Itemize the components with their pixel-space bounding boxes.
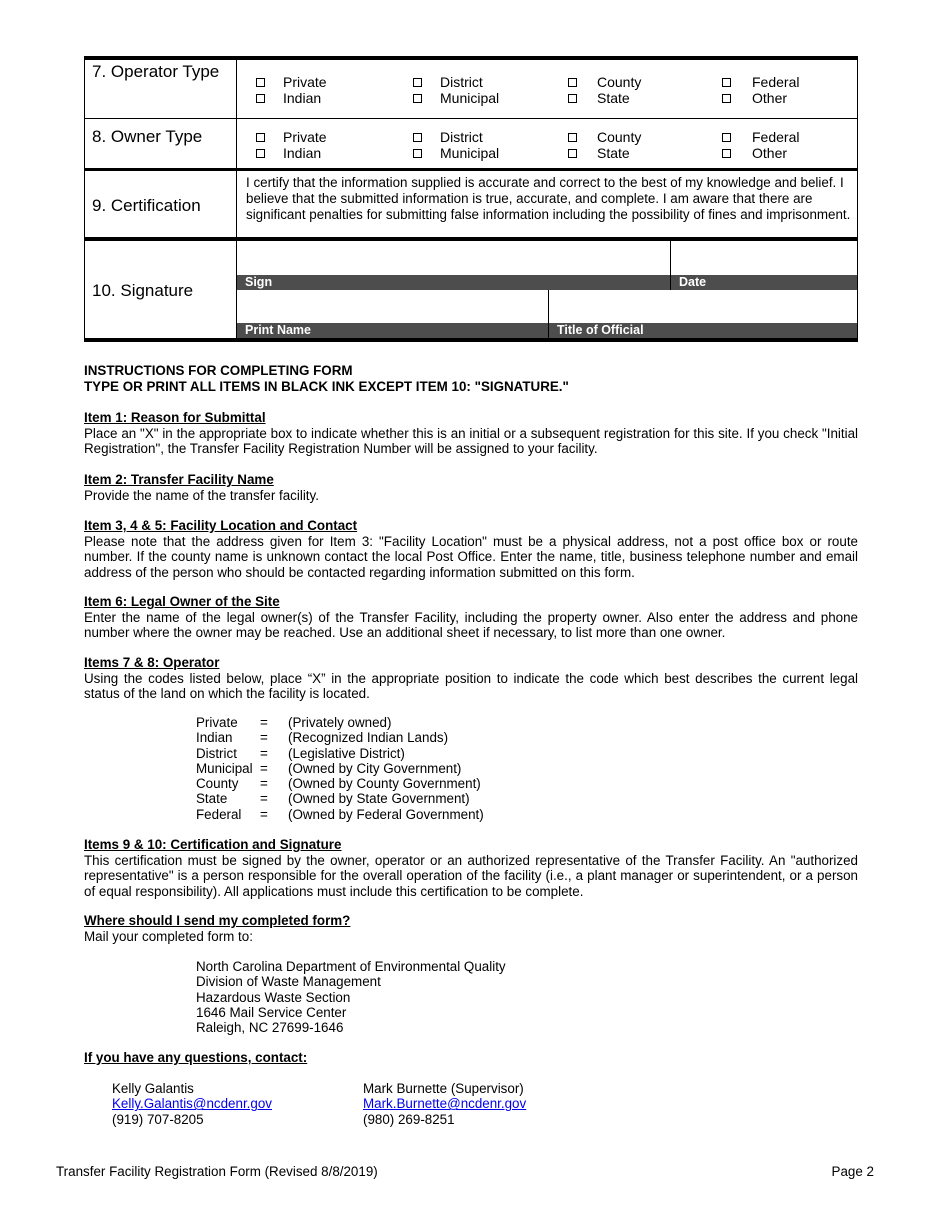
code-equals: = — [260, 745, 268, 761]
table-right-border — [857, 56, 858, 342]
code-row — [196, 807, 484, 822]
code-description: (Privately owned) — [288, 715, 392, 730]
checkbox[interactable] — [568, 94, 577, 103]
address-line: Division of Waste Management — [196, 974, 381, 990]
code-name: District — [196, 745, 237, 761]
table-left-border — [84, 56, 85, 342]
code-description: (Owned by County Government) — [288, 776, 481, 792]
contact-heading: If you have any questions, contact: — [84, 1050, 308, 1065]
row-divider — [84, 118, 858, 119]
code-name: State — [196, 791, 228, 807]
footer-page-number: Page 2 — [831, 1164, 874, 1179]
date-field[interactable] — [671, 241, 857, 275]
certification-label: 9. Certification — [92, 196, 201, 215]
code-name: County — [196, 776, 239, 792]
item910-body: This certification must be signed by the owner, operator or an authorized representative of the Transfer Facility. An "authorized representative" is a person responsible for the overall operation of the facility (i.e., a plant manager or superintendent, or a person of equal responsibility). All applications must include this certification to be complete. — [84, 852, 858, 899]
contact-mark — [363, 1081, 526, 1127]
owner-type-label: 8. Owner Type — [92, 127, 203, 146]
code-description: (Legislative District) — [288, 745, 405, 761]
date-caption: Date — [671, 275, 857, 290]
code-row — [196, 791, 484, 806]
item1-heading: Item 1: Reason for Submittal — [84, 410, 266, 425]
mail-section — [84, 913, 858, 944]
item345-body: Please note that the address given for Item 3: "Facility Location" must be a physical address, not a post office box or route number. If the county name is unknown contact the local Post Office. Enter the name, title, business telephone number and email address of the person who should be contacted regarding information submitted on this form. — [84, 533, 858, 580]
instructions-title-line2: TYPE OR PRINT ALL ITEMS IN BLACK INK EXCEPT ITEM 10: "SIGNATURE." — [84, 378, 569, 394]
contact-name: Kelly Galantis — [112, 1081, 194, 1096]
footer-form-name: Transfer Facility Registration Form (Revised 8/8/2019) — [56, 1164, 378, 1179]
code-row — [196, 761, 484, 776]
code-row — [196, 715, 484, 730]
checkbox[interactable] — [256, 133, 265, 142]
address-line: Raleigh, NC 27699-1646 — [196, 1020, 344, 1036]
code-equals: = — [260, 776, 268, 792]
operator-type-label: 7. Operator Type — [92, 62, 220, 81]
contact-kelly — [112, 1081, 272, 1127]
instructions-title-line1: INSTRUCTIONS FOR COMPLETING FORM — [84, 363, 353, 378]
checkbox[interactable] — [413, 133, 422, 142]
item78-section — [84, 655, 858, 702]
sign-field[interactable] — [237, 241, 670, 275]
sign-caption: Sign — [237, 275, 670, 290]
item6-section — [84, 594, 858, 641]
code-name: Indian — [196, 730, 233, 746]
item910-heading: Items 9 & 10: Certification and Signature — [84, 837, 342, 852]
title-of-official-field[interactable] — [549, 290, 857, 323]
checkbox[interactable] — [413, 78, 422, 87]
code-equals: = — [260, 791, 268, 807]
address-line: Hazardous Waste Section — [196, 989, 351, 1005]
ownership-codes-list — [196, 715, 484, 822]
address-line: 1646 Mail Service Center — [196, 1004, 347, 1020]
code-row — [196, 730, 484, 745]
checkbox[interactable] — [722, 78, 731, 87]
mail-heading: Where should I send my completed form? — [84, 913, 351, 928]
print-name-caption: Print Name — [237, 323, 548, 338]
mail-body: Mail your completed form to: — [84, 928, 253, 944]
checkbox[interactable] — [413, 149, 422, 158]
contact-name: Mark Burnette (Supervisor) — [363, 1081, 524, 1096]
code-name: Municipal — [196, 760, 253, 776]
checkbox[interactable] — [568, 133, 577, 142]
title-of-official-caption: Title of Official — [549, 323, 857, 338]
print-name-field[interactable] — [237, 290, 548, 323]
code-description: (Owned by City Government) — [288, 760, 462, 776]
item910-section — [84, 837, 858, 899]
checkbox[interactable] — [256, 149, 265, 158]
item78-heading: Items 7 & 8: Operator — [84, 655, 220, 670]
table-top-border — [84, 56, 858, 60]
contact-section — [84, 1050, 858, 1066]
row-divider-heavy — [84, 168, 858, 171]
item78-body: Using the codes listed below, place “X” in the appropriate position to indicate the code which best describes the current legal status of the land on which the facility is located. — [84, 670, 858, 701]
contact-email-link[interactable]: Mark.Burnette@ncdenr.gov — [363, 1096, 527, 1112]
item1-section — [84, 410, 858, 457]
item2-section — [84, 472, 858, 503]
contact-email-link[interactable]: Kelly.Galantis@ncdenr.gov — [112, 1096, 272, 1112]
code-description: (Recognized Indian Lands) — [288, 730, 449, 746]
table-bottom-border — [84, 338, 858, 342]
code-description: (Owned by Federal Government) — [288, 806, 484, 822]
checkbox[interactable] — [568, 149, 577, 158]
registration-form-table: 7. Operator Type Private Indian District Municipal County State Federal Other 8. Owner Type Private Indian District Municipal County State Federal Other 9. Certification I certify that the information supplied is accurate and correct to the best of my knowledge and belief. I believe that the submitted information is true, accurate, and complete. I am aware that there are significant penalties for submitting false information including the possibility of fines and imprisonment. 10. Signature Sign Date Print Name Title of Official — [84, 56, 858, 342]
code-equals: = — [260, 760, 268, 776]
address-line: North Carolina Department of Environmental Quality — [196, 959, 506, 974]
checkbox[interactable] — [256, 94, 265, 103]
checkbox[interactable] — [568, 78, 577, 87]
code-name: Federal — [196, 806, 242, 822]
mailing-address — [196, 959, 506, 1035]
checkbox[interactable] — [722, 149, 731, 158]
checkbox[interactable] — [722, 94, 731, 103]
item6-body: Enter the name of the legal owner(s) of the Transfer Facility, including the property owner. Also enter the address and phone number where the owner may be reached. Use an additional sheet if necessary, to list more than one owner. — [84, 609, 858, 640]
checkbox[interactable] — [256, 78, 265, 87]
code-equals: = — [260, 806, 268, 822]
code-row — [196, 776, 484, 791]
contact-phone: (980) 269-8251 — [363, 1111, 455, 1127]
checkbox[interactable] — [722, 133, 731, 142]
checkbox[interactable] — [413, 94, 422, 103]
code-row — [196, 746, 484, 761]
item1-body: Place an "X" in the appropriate box to indicate whether this is an initial or a subsequent registration for this site. If you check "Initial Registration", the Transfer Facility Registration Number will be assigned to your facility. — [84, 425, 858, 456]
code-name: Private — [196, 715, 238, 730]
code-equals: = — [260, 715, 268, 730]
signature-label: 10. Signature — [92, 281, 194, 300]
contact-phone: (919) 707-8205 — [112, 1111, 204, 1127]
item2-heading: Item 2: Transfer Facility Name — [84, 472, 274, 487]
code-description: (Owned by State Government) — [288, 791, 470, 807]
item345-heading: Item 3, 4 & 5: Facility Location and Contact — [84, 518, 358, 533]
instructions-title — [84, 363, 858, 394]
item345-section — [84, 518, 858, 580]
item6-heading: Item 6: Legal Owner of the Site — [84, 594, 280, 609]
code-equals: = — [260, 730, 268, 746]
certification-text: I certify that the information supplied is accurate and correct to the best of my knowledge and belief. I believe that the submitted information is true, accurate, and complete. I am aware that there are significant penalties for submitting false information including the possibility of fines and imprisonment. — [246, 175, 851, 222]
item2-body: Provide the name of the transfer facility. — [84, 487, 319, 503]
